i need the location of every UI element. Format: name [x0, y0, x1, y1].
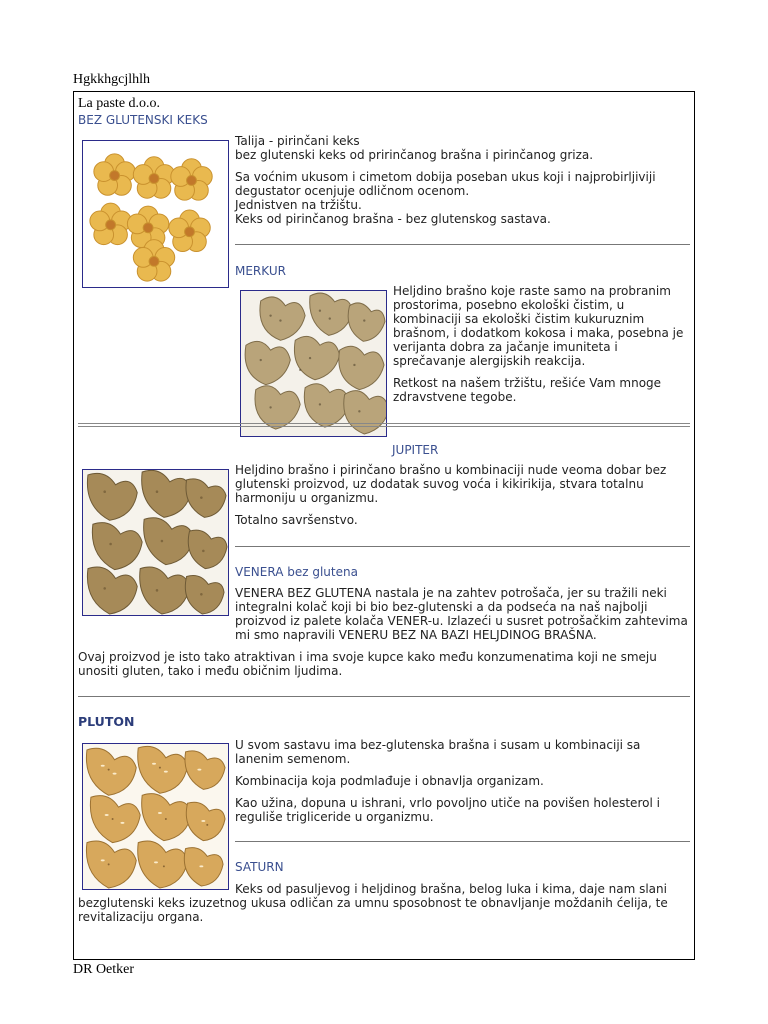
pluton-paragraph-2: Kombinacija koja podmlađuje i obnavlja organizam. [235, 774, 544, 788]
jupiter-title: JUPITER [392, 443, 439, 457]
heart-sesame-cookies-photo [83, 744, 228, 889]
merkur-paragraph-2: Retkost na našem tržištu, rešiće Vam mnoge zdravstvene tegobe. [393, 376, 662, 404]
divider [78, 423, 690, 427]
page-footer-note: DR Oetker [73, 962, 135, 977]
divider [235, 244, 690, 245]
venera-paragraph-1-wrap [235, 586, 690, 642]
pluton-paragraph-1: U svom sastavu ima bez-glutenska brašna i susam u kombinaciji sa lanenim semenom. [235, 738, 641, 766]
merkur-text [393, 284, 688, 404]
jupiter-cookies-image [82, 469, 229, 616]
section-title: BEZ GLUTENSKI KEKS [78, 113, 208, 127]
talija-description-2: Jednistven na tržištu. [235, 198, 362, 212]
jupiter-text [235, 463, 685, 527]
pluton-title: PLUTON [78, 714, 135, 729]
saturn-title: SATURN [235, 860, 284, 874]
page-header-note: Hgkkhgcjlhlh [73, 72, 150, 87]
product-catalog-frame [73, 91, 695, 960]
talija-title: Talija - pirinčani keks [235, 134, 360, 148]
talija-text [235, 134, 685, 226]
talija-cookies-image [82, 140, 229, 288]
flower-cookies-photo [83, 141, 228, 287]
merkur-paragraph-1: Heljdino brašno koje raste samo na probranim prostorima, posebno ekološki čistim, u kombinaciji sa ekološki čistim kukuruznim brašnom, i dodatkom kokosa i maka, posebna je verijanta dobra za jačanje imuniteta i sprečavanje alergijskih reakcija. [393, 284, 684, 368]
venera-paragraph-2-wrap [78, 650, 690, 678]
talija-description-1: Sa voćnim ukusom i cimetom dobija poseban ukus koji i najprobirljiviji degustator ocenjuje odličnom ocenom. [235, 170, 656, 198]
heart-seed-cookies-photo [241, 291, 386, 436]
talija-description-3: Keks od pirinčanog brašna - bez glutenskog sastava. [235, 212, 551, 226]
jupiter-paragraph-1: Heljdino brašno i pirinčano brašno u kombinaciji nude veoma dobar bez glutenski proizvod, uz dodatak suvog voća i kikirikija, stvara totalnu harmoniju u organizmu. [235, 463, 667, 505]
divider [235, 841, 690, 842]
jupiter-paragraph-2: Totalno savršenstvo. [235, 513, 358, 527]
pluton-paragraph-3: Kao užina, dopuna u ishrani, vrlo povoljno utiče na povišen holesterol i reguliše trigliceride u organizmu. [235, 796, 660, 824]
saturn-text [78, 882, 684, 924]
venera-paragraph-2: Ovaj proizvod je isto tako atraktivan i ima svoje kupce kako među konzumenatima koji ne smeju unositi gluten, tako i među običnim ljudima. [78, 650, 657, 678]
pluton-text [235, 738, 685, 824]
talija-subtitle: bez glutenski keks od pririnčanog brašna i pirinčanog griza. [235, 148, 594, 162]
merkur-title: MERKUR [235, 264, 286, 278]
heart-buckwheat-cookies-photo [83, 470, 228, 615]
saturn-paragraph-1: Keks od pasuljevog i heljdinog brašna, belog luka i kima, daje nam slani bezglutenski keks izuzetnog ukusa odličan za umnu sposobnost te obnavljanje moždanih ćelija, te revitalizaciju organa. [78, 882, 668, 924]
divider [235, 546, 690, 547]
merkur-cookies-image [240, 290, 387, 437]
venera-paragraph-1: VENERA BEZ GLUTENA nastala je na zahtev potrošača, jer su tražili neki integralni kolač koji bi bio bez-glutenski a da podseća na naš najbolji proizvod iz palete kolača VENER-u. Izlazeći u susret potrošačkim zahtevima mi smo napravili VENERU BEZ NA BAZI HELJDINOG BRAŠNA. [235, 586, 688, 642]
divider [78, 696, 690, 697]
company-name: La paste d.o.o. [78, 96, 161, 111]
pluton-cookies-image [82, 743, 229, 890]
venera-title: VENERA bez glutena [235, 565, 358, 579]
